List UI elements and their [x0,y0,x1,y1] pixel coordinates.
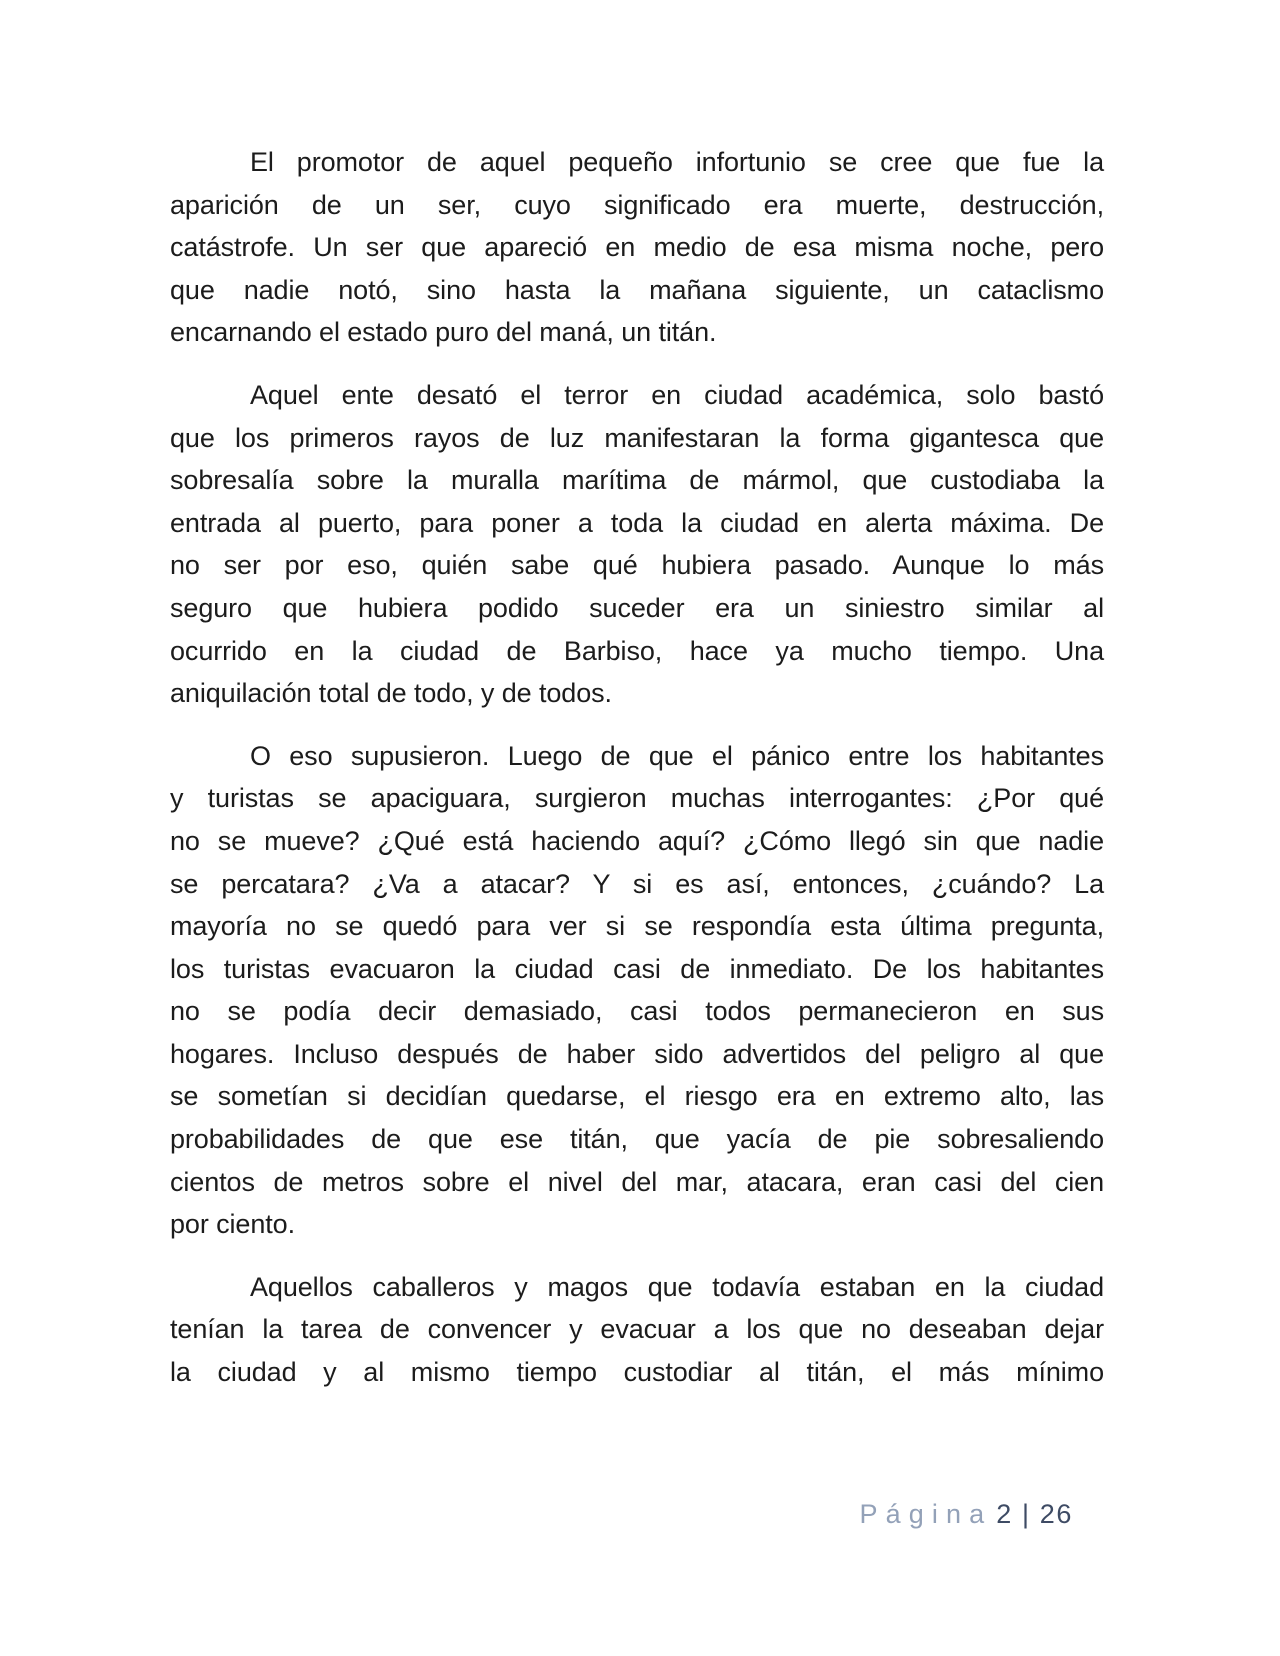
text-line: aparición de un ser, cuyo significado era muerte, destrucción, [170,189,1104,220]
text-line: hogares. Incluso después de haber sido advertidos del peligro al que [170,1038,1104,1069]
text-line: no se podía decir demasiado, casi todos permanecieron en sus [170,996,1104,1027]
text-line: O eso supusieron. Luego de que el pánico entre los habitantes [250,740,1104,771]
text-line: probabilidades de que ese titán, que yacía de pie sobresaliendo [170,1124,1104,1155]
text-line: no se mueve? ¿Qué está haciendo aquí? ¿Cómo llegó sin que nadie [170,825,1104,856]
text-line: tenían la tarea de convencer y evacuar a los que no deseaban dejar [170,1314,1104,1345]
text-line: se sometían si decidían quedarse, el riesgo era en extremo alto, las [170,1081,1104,1112]
text-line: aniquilación total de todo, y de todos. [170,678,612,709]
paragraph [170,374,1104,715]
text-line: y turistas se apaciguara, surgieron muchas interrogantes: ¿Por qué [170,783,1104,814]
text-line: catástrofe. Un ser que apareció en medio de esa misma noche, pero [170,232,1104,263]
text-line: que los primeros rayos de luz manifestaran la forma gigantesca que [170,422,1104,453]
text-line: la ciudad y al mismo tiempo custodiar al titán, el más mínimo [170,1357,1104,1388]
footer-page-number: 2 | 26 [996,1499,1073,1529]
text-line: ocurrido en la ciudad de Barbiso, hace ya mucho tiempo. Una [170,635,1104,666]
text-line: encarnando el estado puro del maná, un titán. [170,317,717,348]
text-line: seguro que hubiera podido suceder era un siniestro similar al [170,592,1104,623]
paragraph [170,1266,1104,1394]
page-footer [860,1497,1073,1531]
text-line: que nadie notó, sino hasta la mañana siguiente, un cataclismo [170,274,1104,305]
text-line: El promotor de aquel pequeño infortunio se cree que fue la [250,147,1104,177]
text-line: cientos de metros sobre el nivel del mar, atacara, eran casi del cien [170,1166,1104,1197]
paragraph [170,735,1104,1246]
text-line: Aquellos caballeros y magos que todavía estaban en la ciudad [250,1271,1104,1302]
footer-page-label: Página [859,1499,993,1529]
text-line: entrada al puerto, para poner a toda la ciudad en alerta máxima. De [170,507,1104,538]
text-line: los turistas evacuaron la ciudad casi de inmediato. De los habitantes [170,953,1104,984]
text-line: por ciento. [170,1209,295,1240]
text-line: se percatara? ¿Va a atacar? Y si es así, entonces, ¿cuándo? La [170,868,1104,899]
paragraph [170,141,1104,354]
text-line: no ser por eso, quién sabe qué hubiera pasado. Aunque lo más [170,550,1104,581]
text-line: sobresalía sobre la muralla marítima de mármol, que custodiaba la [170,465,1104,496]
document-body [170,141,1104,1414]
text-line: mayoría no se quedó para ver si se respondía esta última pregunta, [170,911,1104,942]
text-line: Aquel ente desató el terror en ciudad académica, solo bastó [250,379,1104,410]
